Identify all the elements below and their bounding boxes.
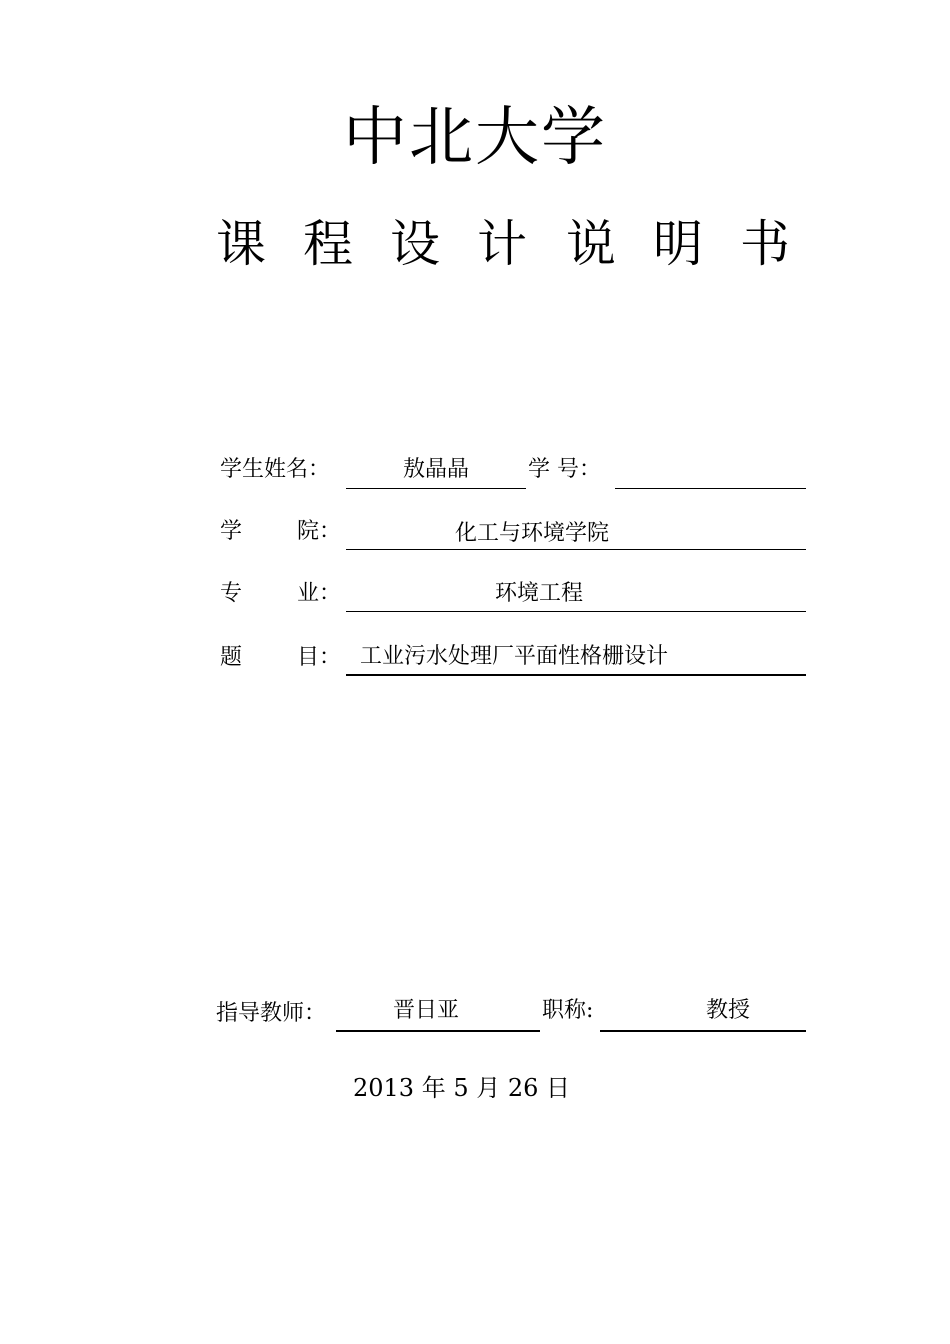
topic-label: 题: [220, 645, 243, 670]
title-value: 教授: [705, 998, 750, 1023]
topic-underline: [346, 674, 806, 676]
advisor-value: 晋日亚: [392, 998, 459, 1023]
student-name-label: 学生姓名：: [220, 457, 331, 482]
title-label: 职称:: [542, 998, 594, 1023]
subtitle-char: 明: [653, 215, 703, 273]
student-name-underline: [346, 488, 526, 489]
title-underline: [600, 1030, 806, 1032]
student-id-label: 学 号：: [528, 457, 601, 482]
advisor-underline: [336, 1030, 540, 1032]
subtitle-char: 计: [477, 215, 527, 273]
topic-label-colon: 目：: [297, 645, 342, 670]
college-value: 化工与环境学院: [454, 521, 609, 546]
major-label: 专: [220, 581, 243, 606]
advisor-label: 指导教师：: [216, 1001, 327, 1026]
subtitle-char: 课: [216, 215, 266, 273]
document-date: 2013 年 5 月 26 日: [353, 1074, 571, 1102]
topic-value: 工业污水处理厂平面性格栅设计: [360, 644, 669, 669]
subtitle-char: 说: [566, 215, 616, 273]
subtitle-char: 书: [740, 215, 790, 273]
student-id-underline: [615, 488, 806, 489]
subtitle-char: 设: [390, 215, 440, 273]
subtitle-char: 程: [303, 215, 353, 273]
major-label-colon: 业：: [297, 581, 342, 606]
major-value: 环境工程: [494, 581, 583, 606]
major-underline: [346, 611, 806, 612]
college-label: 学: [220, 519, 243, 544]
college-underline: [346, 549, 806, 550]
college-label-colon: 院：: [297, 519, 342, 544]
course-design-title: [216, 212, 816, 276]
university-title: 中北大学: [343, 101, 607, 175]
student-name-value: 敖晶晶: [402, 457, 469, 482]
